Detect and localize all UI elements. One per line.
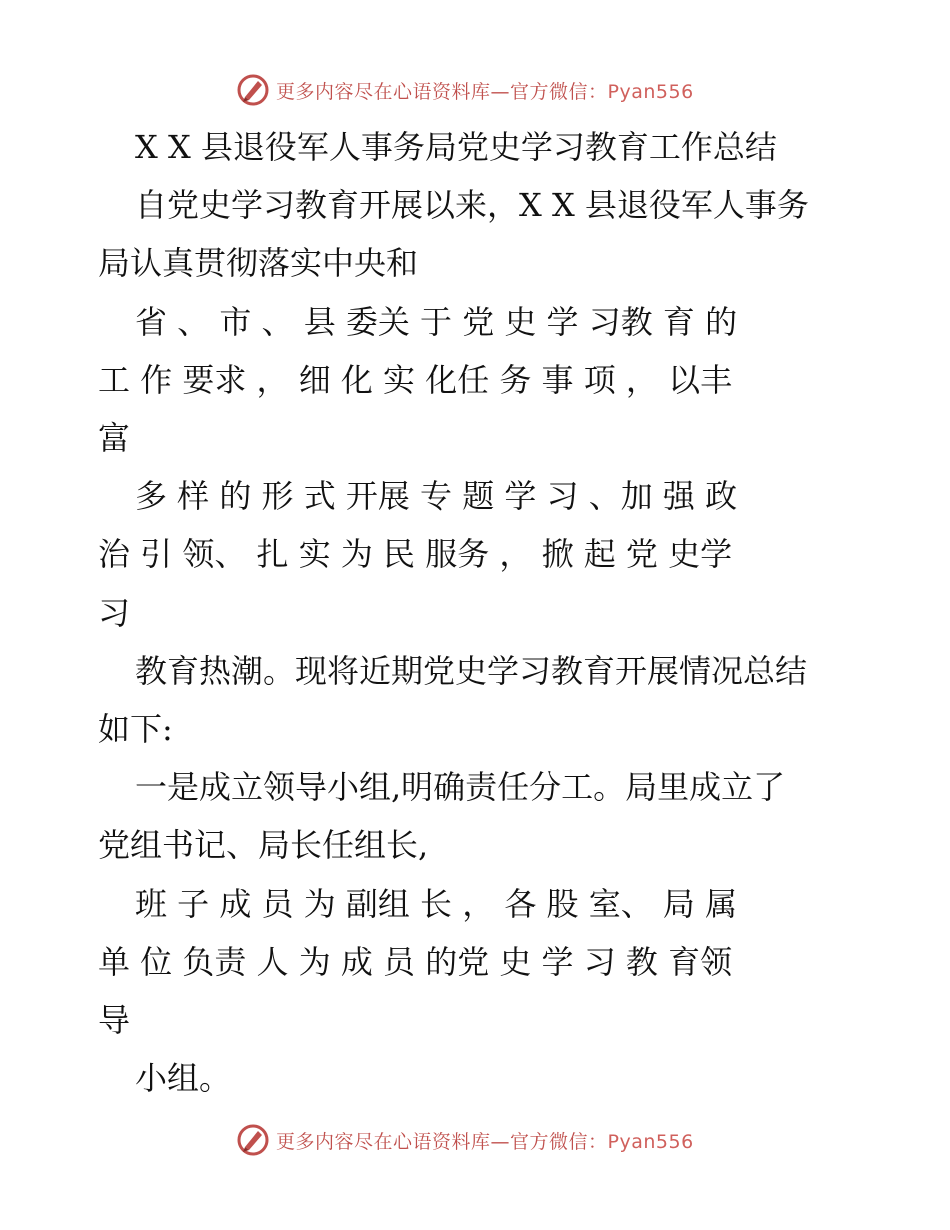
- paragraph-line: 局认真贯彻落实中央和: [98, 244, 419, 282]
- paragraph-line: 工 作 要求 ， 细 化 实 化任 务 事 项 ， 以丰: [98, 361, 733, 399]
- paragraph-line: 习: [98, 594, 131, 632]
- paragraph-line: 自党史学习教育开展以来，X X 县退役军人事务: [135, 186, 809, 224]
- paragraph-line: 富: [98, 419, 131, 457]
- watermark-text: 更多内容尽在心语资料库—官方微信：Pyan556: [276, 1130, 694, 1153]
- document-title: X X 县退役军人事务局党史学习教育工作总结: [135, 128, 777, 166]
- paragraph-line: 一是成立领导小组,明确责任分工。局里成立了: [135, 768, 786, 806]
- paragraph-line: 小组。: [135, 1059, 232, 1097]
- paragraph-line: 教育热潮。现将近期党史学习教育开展情况总结: [135, 652, 808, 690]
- watermark-footer: [236, 1122, 694, 1158]
- watermark-text: 更多内容尽在心语资料库—官方微信：Pyan556: [276, 80, 694, 103]
- paragraph-line: 如下:: [98, 710, 173, 748]
- paragraph-line: 党组书记、局长任组长,: [98, 826, 429, 864]
- paragraph-line: 单 位 负责 人 为 成 员 的党 史 学 习 教 育领: [98, 943, 733, 981]
- pen-logo-icon: [236, 1123, 270, 1157]
- paragraph-line: 治 引 领、 扎 实 为 民 服务 ， 掀 起 党 史学: [98, 535, 733, 573]
- paragraph-line: 导: [98, 1001, 131, 1039]
- pen-logo-icon: [236, 73, 270, 107]
- watermark-header: [236, 72, 694, 108]
- paragraph-line: 多 样 的 形 式 开展 专 题 学 习 、加 强 政: [135, 477, 738, 515]
- paragraph-line: 班 子 成 员 为 副组 长 ， 各 股 室、 局 属: [135, 885, 738, 923]
- paragraph-line: 省 、 市 、 县 委关 于 党 史 学 习教 育 的: [135, 303, 738, 341]
